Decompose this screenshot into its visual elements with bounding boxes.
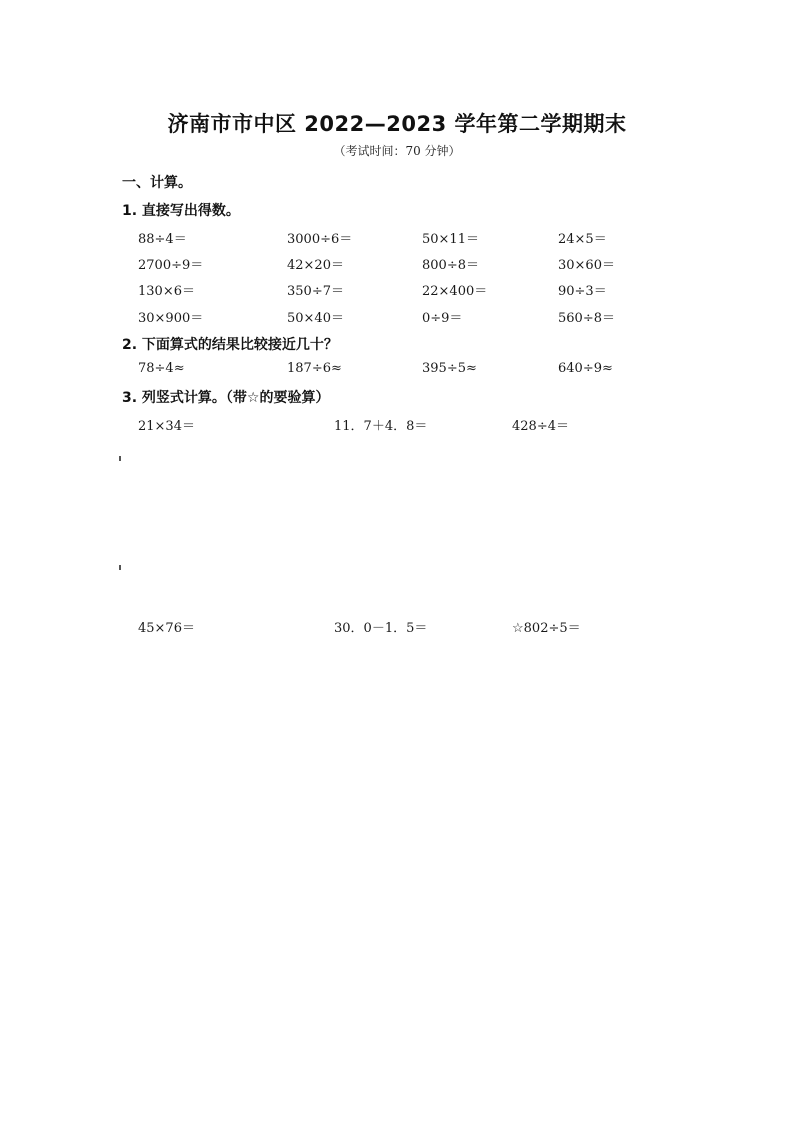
question-1-label: 1. 直接写出得数。 bbox=[122, 203, 240, 219]
q1-problem: 24×5＝ bbox=[558, 232, 607, 247]
q3-problem: 21×34＝ bbox=[138, 419, 195, 434]
q1-problem: 2700÷9＝ bbox=[138, 258, 204, 273]
q1-row bbox=[138, 280, 658, 302]
q1-problem: 3000÷6＝ bbox=[287, 232, 353, 247]
q1-row bbox=[138, 254, 658, 276]
q3-problem: 45×76＝ bbox=[138, 621, 195, 636]
page-title: 济南市市中区 2022—2023 学年第二学期期末 bbox=[167, 112, 627, 136]
exam-duration: （考试时间：70 分钟） bbox=[333, 144, 461, 158]
q2-problem: 640÷9≈ bbox=[558, 361, 613, 376]
question-2-label: 2. 下面算式的结果比较接近几十？ bbox=[122, 337, 338, 353]
q1-problem: 22×400＝ bbox=[422, 284, 488, 299]
q3-problem: 428÷4＝ bbox=[512, 419, 569, 434]
q3-row bbox=[138, 415, 658, 437]
q3-problem: ☆802÷5＝ bbox=[512, 621, 581, 636]
q3-row bbox=[138, 617, 658, 639]
q1-problem: 30×60＝ bbox=[558, 258, 615, 273]
q1-problem: 50×40＝ bbox=[287, 311, 344, 326]
q3-problem: 11．7＋4．8＝ bbox=[334, 419, 428, 434]
scan-mark bbox=[119, 456, 121, 461]
scan-mark bbox=[119, 565, 121, 570]
q1-problem: 30×900＝ bbox=[138, 311, 204, 326]
q1-problem: 50×11＝ bbox=[422, 232, 479, 247]
q2-problem: 395÷5≈ bbox=[422, 361, 477, 376]
q1-problem: 130×6＝ bbox=[138, 284, 195, 299]
q1-problem: 88÷4＝ bbox=[138, 232, 187, 247]
q1-row bbox=[138, 307, 658, 329]
q1-problem: 0÷9＝ bbox=[422, 311, 463, 326]
q2-problem: 78÷4≈ bbox=[138, 361, 185, 376]
q3-problem: 30．0－1．5＝ bbox=[334, 621, 428, 636]
q2-row bbox=[138, 361, 658, 383]
q1-row bbox=[138, 228, 658, 250]
q1-problem: 350÷7＝ bbox=[287, 284, 344, 299]
section-heading-calculation: 一、计算。 bbox=[122, 175, 192, 191]
q1-problem: 560÷8＝ bbox=[558, 311, 615, 326]
q1-problem: 42×20＝ bbox=[287, 258, 344, 273]
question-3-label: 3. 列竖式计算。（带☆的要验算） bbox=[122, 390, 330, 406]
q2-problem: 187÷6≈ bbox=[287, 361, 342, 376]
q1-problem: 800÷8＝ bbox=[422, 258, 479, 273]
q1-problem: 90÷3＝ bbox=[558, 284, 607, 299]
